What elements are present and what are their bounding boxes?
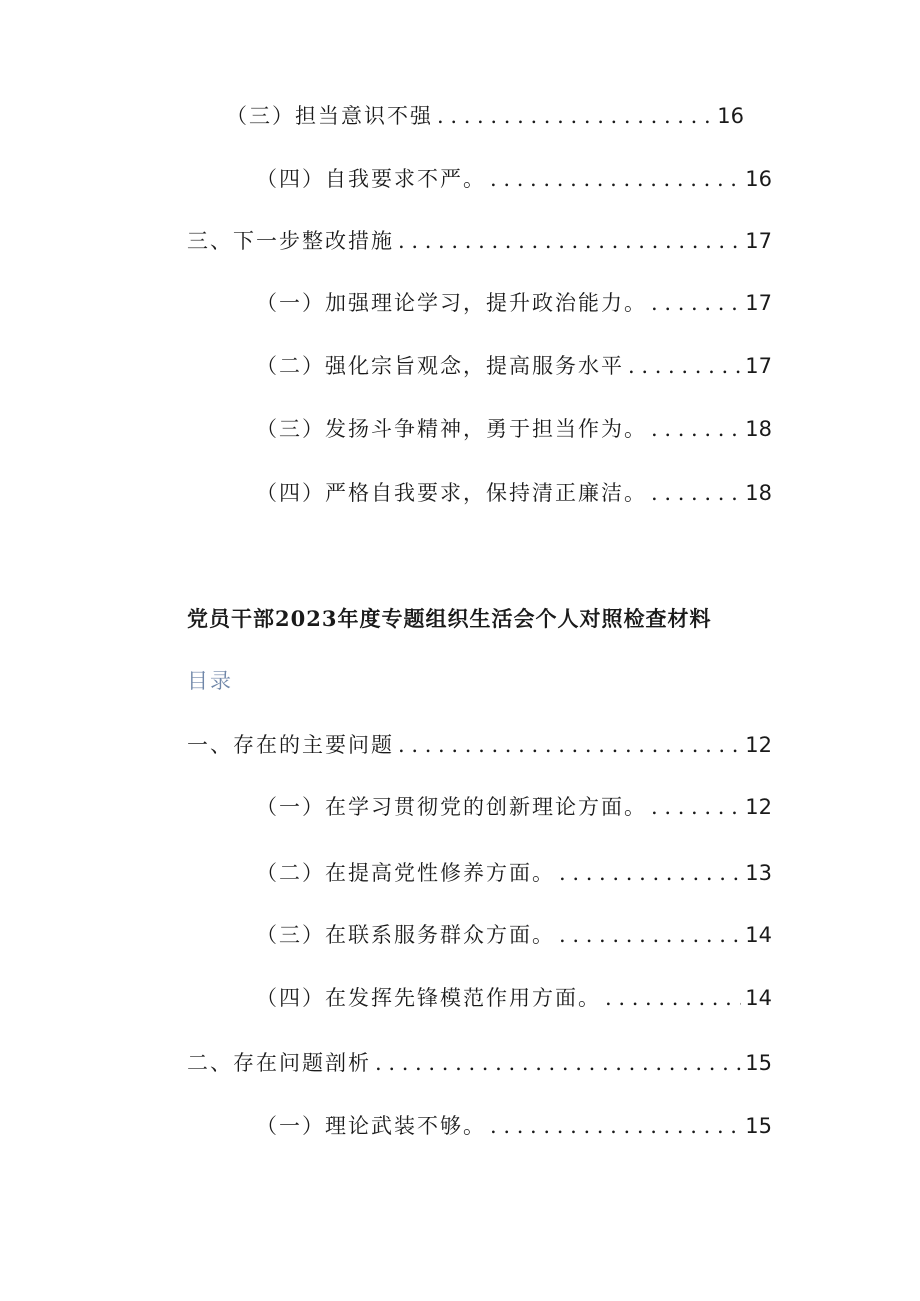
toc-entry-label: （一）在学习贯彻党的创新理论方面。 (256, 795, 647, 819)
toc-leader-dots (605, 982, 741, 1014)
toc-page-number: 17 (745, 354, 772, 378)
toc-entry-label: 一、存在的主要问题 (187, 733, 394, 757)
toc-entry-label: （二）强化宗旨观念，提高服务水平 (256, 354, 624, 378)
toc-entry-label: （三）发扬斗争精神，勇于担当作为。 (256, 417, 647, 441)
toc-entry[interactable] (256, 477, 772, 509)
toc-page-number: 16 (745, 167, 772, 191)
toc-leader-dots (375, 1047, 741, 1079)
toc-page-number: 16 (717, 104, 744, 128)
toc-page-number: 12 (745, 733, 772, 757)
toc-leader-dots (490, 1110, 741, 1142)
toc-page-number: 18 (745, 417, 772, 441)
toc-entry-label: （一）加强理论学习，提升政治能力。 (256, 291, 647, 315)
toc-entry[interactable] (256, 791, 772, 823)
toc-leader-dots (559, 919, 741, 951)
toc-leader-dots (398, 225, 741, 257)
toc-leader-dots (651, 477, 741, 509)
document-title: 党员干部2023年度专题组织生活会个人对照检查材料 (187, 606, 712, 631)
toc-leader-dots (651, 791, 741, 823)
toc-leader-dots (398, 729, 741, 761)
toc-leader-dots (628, 350, 741, 382)
toc-page-number: 17 (745, 291, 772, 315)
toc-entry[interactable] (256, 413, 772, 445)
toc-entry[interactable] (187, 1047, 772, 1079)
toc-entry-label: （二）在提高党性修养方面。 (256, 861, 555, 885)
toc-entry[interactable] (187, 729, 772, 761)
toc-page-number: 13 (745, 861, 772, 885)
toc-entry[interactable] (256, 857, 772, 889)
toc-heading: 目录 (187, 669, 233, 693)
toc-page-number: 15 (745, 1114, 772, 1138)
toc-page-number: 15 (745, 1051, 772, 1075)
toc-leader-dots (651, 287, 741, 319)
toc-page-number: 14 (745, 923, 772, 947)
toc-leader-dots (651, 413, 741, 445)
toc-entry-label: （四）严格自我要求，保持清正廉洁。 (256, 481, 647, 505)
toc-page-number: 12 (745, 795, 772, 819)
toc-entry-label: 三、下一步整改措施 (187, 229, 394, 253)
toc-entry-label: （一）理论武装不够。 (256, 1114, 486, 1138)
toc-entry[interactable] (256, 287, 772, 319)
toc-entry[interactable] (256, 982, 772, 1014)
toc-entry-label: （三）在联系服务群众方面。 (256, 923, 555, 947)
toc-page-number: 18 (745, 481, 772, 505)
toc-leader-dots (437, 100, 713, 132)
toc-entry[interactable] (187, 225, 772, 257)
toc-entry[interactable] (256, 350, 772, 382)
toc-entry[interactable] (256, 1110, 772, 1142)
toc-entry-label: （四）在发挥先锋模范作用方面。 (256, 986, 601, 1010)
toc-entry-label: 二、存在问题剖析 (187, 1051, 371, 1075)
toc-entry-label: （四）自我要求不严。 (256, 167, 486, 191)
toc-leader-dots (559, 857, 741, 889)
toc-page-number: 17 (745, 229, 772, 253)
toc-page-number: 14 (745, 986, 772, 1010)
toc-entry[interactable] (256, 919, 772, 951)
toc-entry[interactable] (226, 100, 744, 132)
toc-entry-label: （三）担当意识不强 (226, 104, 433, 128)
toc-leader-dots (490, 163, 741, 195)
toc-entry[interactable] (256, 163, 772, 195)
